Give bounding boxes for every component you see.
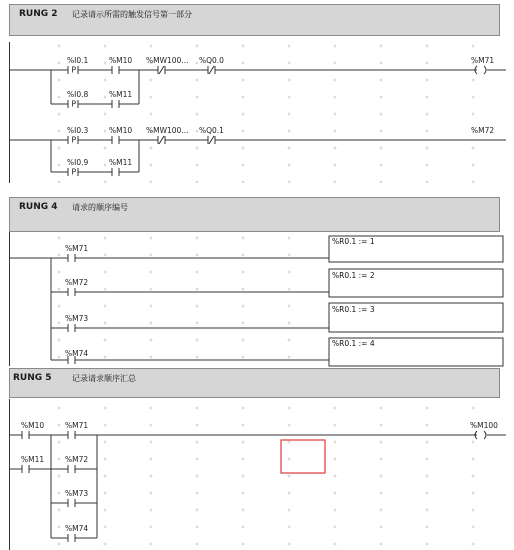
contact-label: %I0.8 — [67, 90, 89, 99]
contact-i0-1[interactable] — [61, 56, 105, 75]
operation-text: %R0.1 := 1 — [332, 237, 375, 246]
contact-label: %M72 — [65, 278, 89, 287]
rung-4-5-ladder — [9, 194, 506, 550]
rung-2-title: RUNG 2 — [19, 9, 58, 19]
contact-label: %M11 — [21, 455, 45, 464]
coil-label: %M72 — [471, 126, 495, 135]
contact-label: %Q0.1 — [199, 126, 224, 135]
contact-label: %M74 — [65, 524, 89, 533]
rung-5-title: RUNG 5 — [13, 373, 52, 383]
contact-label: %M10 — [21, 421, 45, 430]
contact-m11[interactable] — [105, 158, 139, 176]
rising-edge-mark: P — [71, 65, 77, 75]
coil-m72[interactable] — [471, 126, 494, 135]
operation-text: %R0.1 := 2 — [332, 271, 375, 280]
contact-label: %M73 — [65, 314, 89, 323]
contact-m72[interactable] — [61, 278, 329, 296]
contact-label: %I0.1 — [67, 56, 89, 65]
contact-m71[interactable] — [61, 421, 477, 439]
rung-4-title: RUNG 4 — [19, 202, 58, 212]
coil-m100[interactable] — [470, 421, 506, 439]
contact-m71[interactable] — [51, 244, 329, 262]
contact-m10[interactable] — [105, 126, 151, 144]
coil-m71[interactable] — [471, 56, 506, 74]
rung-4-5-panel — [9, 194, 506, 550]
contact-label: %M11 — [109, 90, 133, 99]
contact-label: %Q0.0 — [199, 56, 224, 65]
contact-i0-9[interactable] — [61, 158, 105, 177]
operation-block-2[interactable] — [329, 269, 503, 297]
contact-i0-3[interactable] — [61, 126, 105, 145]
contact-label: %M71 — [65, 244, 89, 253]
rung-2-comment: 记录请示所需的触发信号第一部分 — [72, 10, 192, 19]
contact-m10[interactable] — [105, 56, 151, 74]
operation-block-4[interactable] — [329, 338, 503, 366]
contact-label: %I0.9 — [67, 158, 89, 167]
contact-label: %M10 — [109, 56, 133, 65]
contact-label: %M71 — [65, 421, 89, 430]
contact-label: %M73 — [65, 489, 89, 498]
contact-q0-0-negated[interactable] — [199, 56, 477, 74]
operation-text: %R0.1 := 3 — [332, 305, 375, 314]
rung-2-ladder — [9, 0, 506, 183]
contact-label: %MW100... — [146, 126, 189, 135]
contact-m73[interactable] — [51, 489, 97, 507]
rung-4-comment: 请求的顺序编号 — [72, 203, 128, 212]
rising-edge-mark: P — [71, 99, 77, 109]
contact-q0-1-negated[interactable] — [199, 126, 506, 144]
coil-label: %M100 — [470, 421, 498, 430]
coil-label: %M71 — [471, 56, 495, 65]
contact-mw100-negated[interactable] — [146, 126, 203, 144]
contact-label: %M11 — [109, 158, 133, 167]
contact-label: %M74 — [65, 349, 89, 358]
contact-label: %M72 — [65, 455, 89, 464]
contact-label: %MW100... — [146, 56, 189, 65]
rung-5-comment: 记录请求顺序汇总 — [72, 374, 136, 383]
contact-m11[interactable] — [15, 455, 51, 473]
rung-2-panel — [9, 0, 506, 183]
rising-edge-mark: P — [71, 167, 77, 177]
rising-edge-mark: P — [71, 135, 77, 145]
contact-m10[interactable] — [15, 421, 61, 439]
contact-mw100-negated[interactable] — [146, 56, 203, 74]
contact-label: %M10 — [109, 126, 133, 135]
selected-cell[interactable] — [281, 440, 325, 473]
operation-block-1[interactable] — [329, 236, 503, 262]
contact-label: %I0.3 — [67, 126, 89, 135]
contact-m11[interactable] — [105, 90, 139, 108]
contact-i0-8[interactable] — [61, 90, 105, 109]
operation-text: %R0.1 := 4 — [332, 339, 375, 348]
contact-m72[interactable] — [51, 455, 97, 473]
operation-block-3[interactable] — [329, 303, 503, 332]
